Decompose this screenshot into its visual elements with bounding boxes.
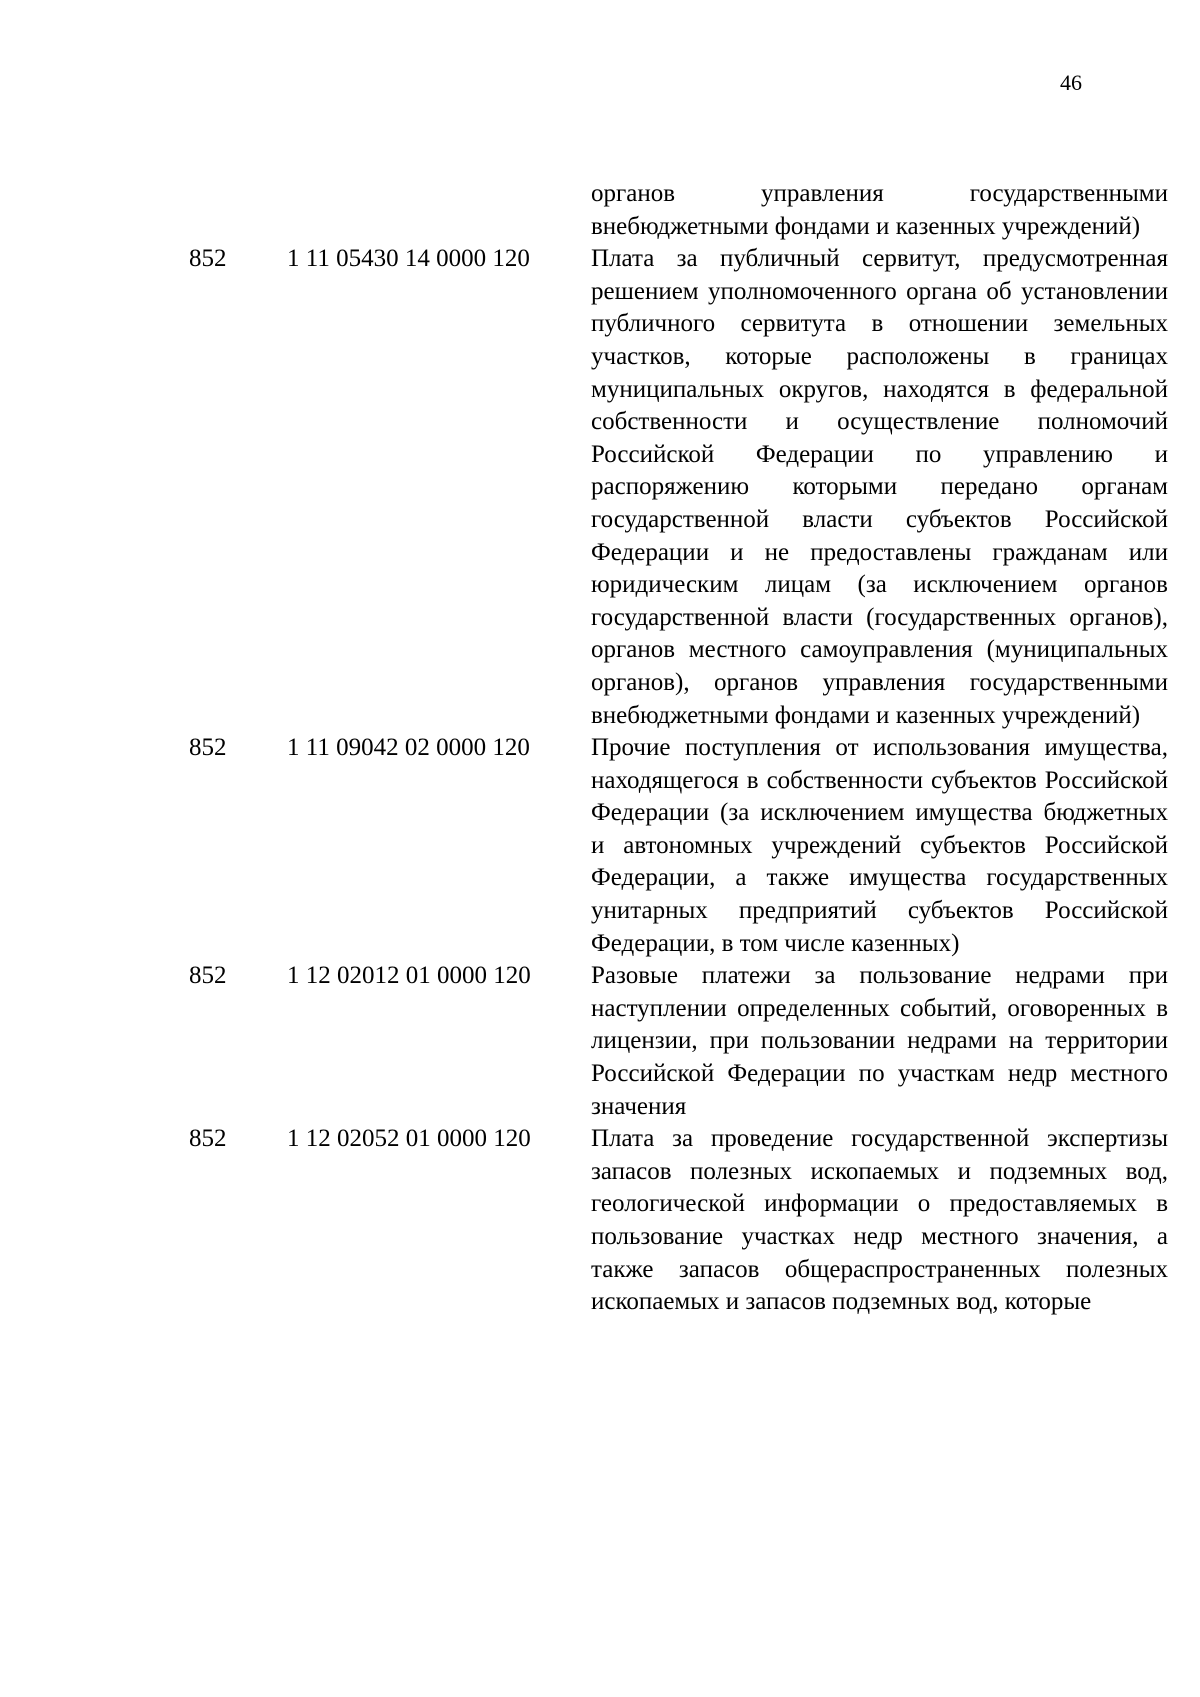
description-cell: Плата за проведение государственной экспертизы запасов полезных ископаемых и подземных вод, геологической информации о предоставляемых в пользование участках недр местного значения, а также запасов общераспространенных полезных ископаемых и запасов подземных вод, которые (591, 1125, 1168, 1316)
kbk-code-cell: 1 11 05430 14 0000 120 (287, 245, 530, 273)
admin-code-cell: 852 (189, 245, 227, 273)
admin-code-cell: 852 (189, 962, 227, 990)
page-number: 46 (1060, 70, 1082, 95)
admin-code-cell: 852 (189, 734, 227, 762)
table-row (189, 1123, 1169, 1319)
revenue-codes-table (189, 178, 1169, 1319)
table-row (189, 178, 1169, 243)
kbk-code-cell: 1 11 09042 02 0000 120 (287, 734, 530, 762)
description-cell: органов управления государственными внебюджетными фондами и казенных учреждений) (591, 180, 1168, 240)
description-cell: Прочие поступления от использования имущества, находящегося в собственности субъектов Российской Федерации (за исключением имущества бюджетных и автономных учреждений субъектов Российской Федерации, а также имущества государственных унитарных предприятий субъектов Российской Федерации, в том числе казенных) (591, 734, 1168, 957)
table-row (189, 732, 1169, 960)
table-row (189, 243, 1169, 732)
kbk-code-cell: 1 12 02012 01 0000 120 (287, 962, 531, 990)
table-row (189, 960, 1169, 1123)
kbk-code-cell: 1 12 02052 01 0000 120 (287, 1125, 531, 1153)
admin-code-cell: 852 (189, 1125, 227, 1153)
description-cell: Разовые платежи за пользование недрами при наступлении определенных событий, оговоренных в лицензии, при пользовании недрами на территории Российской Федерации по участкам недр местного значения (591, 962, 1168, 1120)
description-cell: Плата за публичный сервитут, предусмотренная решением уполномоченного органа об установлении публичного сервитута в отношении земельных участков, которые расположены в границах муниципальных округов, находятся в федеральной собственности и осуществление полномочий Российской Федерации по управлению и распоряжению которыми передано органам государственной власти субъектов Российской Федерации и не предоставлены гражданам или юридическим лицам (за исключением органов государственной власти (государственных органов), органов местного самоуправления (муниципальных органов), органов управления государственными внебюджетными фондами и казенных учреждений) (591, 245, 1168, 729)
